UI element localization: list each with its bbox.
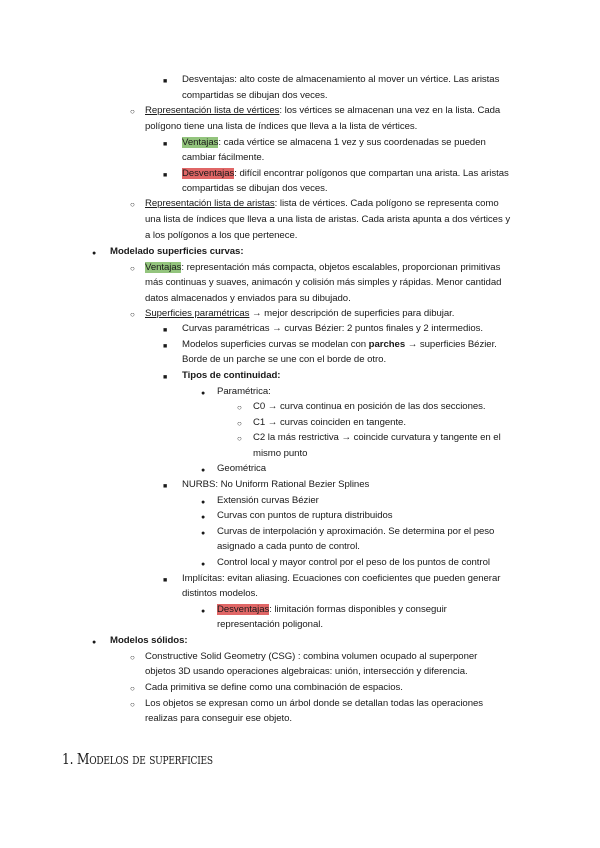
text-line: Desventajas: alto coste de almacenamiento al mover un vértice. Las aristas	[182, 74, 500, 85]
text-line: C0 → curva continua en posición de las dos secciones.	[253, 401, 486, 412]
highlight-desventajas: Desventajas	[217, 604, 270, 615]
text-line: compartidas se dibujan dos veces.	[182, 183, 328, 194]
text-line: Borde de un parche se une con el borde de otro.	[182, 354, 387, 365]
disc-bullet-icon	[92, 245, 96, 261]
disc-bullet-icon	[201, 494, 205, 510]
circle-bullet-icon	[130, 650, 135, 665]
circle-bullet-icon	[130, 681, 135, 696]
circle-bullet-icon	[130, 697, 135, 712]
square-bullet-icon	[163, 322, 167, 338]
text-line: compartidas se dibujan dos veces.	[182, 90, 328, 101]
highlight-ventajas: Ventajas	[145, 262, 182, 273]
text-line: Curvas paramétricas → curvas Bézier: 2 puntos finales y 2 intermedios.	[182, 323, 483, 334]
text-line: Desventajas: limitación formas disponibles y conseguir	[217, 604, 447, 615]
text-line: Modelos superficies curvas se modelan con parches → superficies Bézier.	[182, 339, 497, 350]
square-bullet-icon	[163, 572, 167, 588]
disc-bullet-icon	[201, 603, 205, 619]
underlined-term: Representación lista de vértices	[145, 105, 280, 116]
circle-bullet-icon	[237, 416, 242, 431]
text-line: Ventajas: cada vértice se almacena 1 vez y sus coordenadas se pueden	[182, 137, 486, 148]
text-line: Cada primitiva se define como una combinación de espacios.	[145, 682, 403, 693]
text-line: objetos 3D usando operaciones algebraicas: unión, intersección y diferencia.	[145, 666, 468, 677]
text-line: Desventajas: difícil encontrar polígonos que compartan una arista. Las aristas	[182, 168, 509, 179]
bold-term: parches	[368, 339, 406, 350]
square-bullet-icon	[163, 478, 167, 494]
text-line: a los polígonos a los que pertenece.	[145, 230, 298, 241]
text-line: Extensión curvas Bézier	[217, 495, 319, 506]
circle-bullet-icon	[130, 197, 135, 212]
text-line: Constructive Solid Geometry (CSG) : combina volumen ocupado al superponer	[145, 651, 478, 662]
text-line: Representación lista de aristas: lista de vértices. Cada polígono se representa como	[145, 198, 499, 209]
text-line: cambiar fácilmente.	[182, 152, 265, 163]
text-line: C2 la más restrictiva → coincide curvatura y tangente en el	[253, 432, 501, 443]
square-bullet-icon	[163, 167, 167, 183]
square-bullet-icon	[163, 73, 167, 89]
text-line: distintos modelos.	[182, 588, 258, 599]
disc-bullet-icon	[92, 634, 96, 650]
text-line: representación poligonal.	[217, 619, 323, 630]
text-line: Ventajas: representación más compacta, objetos escalables, proporcionan primitivas	[145, 262, 501, 273]
text-line: datos almacenados y enviados para su dibujado.	[145, 293, 351, 304]
circle-bullet-icon	[237, 431, 242, 446]
section-item-title: Modelado superficies curvas:	[110, 246, 244, 257]
text-line: realizas para conseguir ese objeto.	[145, 713, 293, 724]
text-line: Curvas de interpolación y aproximación. Se determina por el peso	[217, 526, 495, 537]
text-line: Los objetos se expresan como un árbol donde se detallan todas las operaciones	[145, 698, 484, 709]
highlight-desventajas: Desventajas	[182, 168, 235, 179]
disc-bullet-icon	[201, 462, 205, 478]
text-line: Curvas con puntos de ruptura distribuidos	[217, 510, 393, 521]
section-heading: 1. Modelos de superficies	[62, 750, 213, 768]
circle-bullet-icon	[130, 307, 135, 322]
text-line: C1 → curvas coinciden en tangente.	[253, 417, 406, 428]
text-line: Tipos de continuidad:	[182, 370, 281, 381]
circle-bullet-icon	[130, 104, 135, 119]
text-line: más continuas y suaves, animacón y colisión más simples y rápidas. Menor cantidad	[145, 277, 502, 288]
text-line: Paramétrica:	[217, 386, 271, 397]
text-line: Superficies paramétricas → mejor descripción de superficies para dibujar.	[145, 308, 455, 319]
section-item-title: Modelos sólidos:	[110, 635, 188, 646]
text-line: Implícitas: evitan aliasing. Ecuaciones con coeficientes que pueden generar	[182, 573, 501, 584]
text-line: NURBS: No Uniform Rational Bezier Splines	[182, 479, 370, 490]
text-line: mismo punto	[253, 448, 308, 459]
disc-bullet-icon	[201, 509, 205, 525]
underlined-term: Superficies paramétricas	[145, 308, 250, 319]
text-line: Control local y mayor control por el peso de los puntos de control	[217, 557, 490, 568]
circle-bullet-icon	[130, 261, 135, 276]
text-line: polígono tiene una lista de índices que lleva a la lista de vértices.	[145, 121, 418, 132]
text-line: Representación lista de vértices: los vértices se almacenan una vez en la lista. Cada	[145, 105, 501, 116]
square-bullet-icon	[163, 369, 167, 385]
text-line: una lista de índices que lleva a una lista de aristas. Cada arista apunta a dos vértices y	[145, 214, 511, 225]
highlight-ventajas: Ventajas	[182, 137, 219, 148]
square-bullet-icon	[163, 338, 167, 354]
disc-bullet-icon	[201, 525, 205, 541]
disc-bullet-icon	[201, 556, 205, 572]
text-line: asignado a cada punto de control.	[217, 541, 360, 552]
square-bullet-icon	[163, 136, 167, 152]
disc-bullet-icon	[201, 385, 205, 401]
underlined-term: Representación lista de aristas	[145, 198, 275, 209]
text-line: Geométrica	[217, 463, 267, 474]
circle-bullet-icon	[237, 400, 242, 415]
